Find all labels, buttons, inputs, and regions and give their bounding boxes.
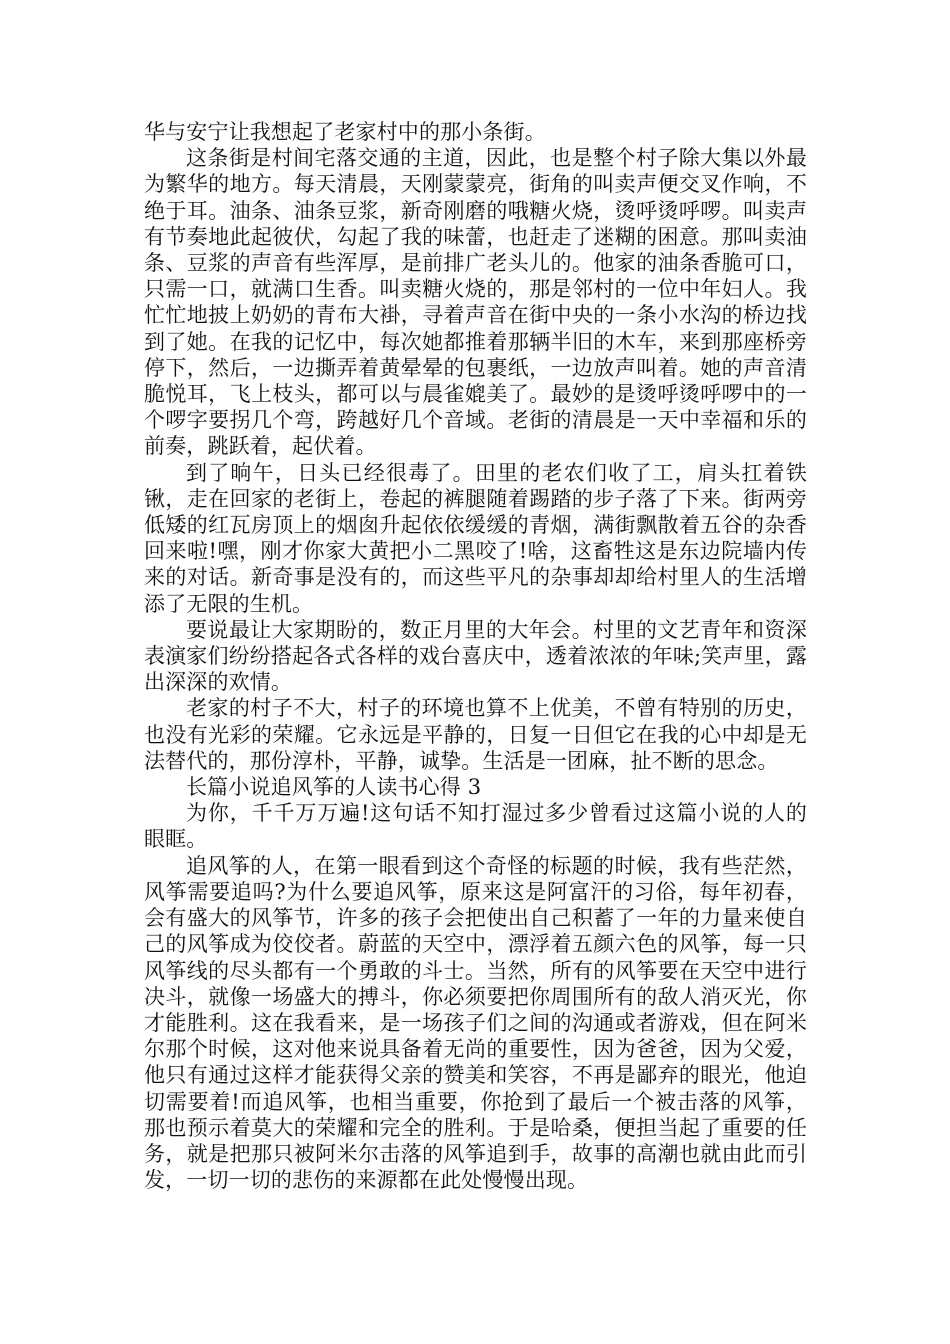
document-page <box>144 119 807 1193</box>
paragraph-new-year-fair: 要说最让大家期盼的，数正月里的大年会。村里的文艺青年和资深表演家们纷纷搭起各式各样的戏台喜庆中，透着浓浓的年味;笑声里，露出深深的欢情。 <box>144 617 807 695</box>
paragraph-hometown-closing: 老家的村子不大，村子的环境也算不上优美，不曾有特别的历史，也没有光彩的荣耀。它永远是平静的，日复一日但它在我的心中却是无法替代的，那份淳朴，平静，诚挚。生活是一团麻，扯不断的思念。 <box>144 696 807 773</box>
section-title: 长篇小说追风筝的人读书心得 3 <box>186 775 482 800</box>
paragraph-morning-street: 这条街是村间宅落交通的主道，因此，也是整个村子除大集以外最为繁华的地方。每天清晨，天刚蒙蒙亮，街角的叫卖声便交叉作响，不绝于耳。油条、油条豆浆，新奇刚磨的哦糖火烧，烫呼烫呼啰。叫卖声有节奏地此起彼伏，勾起了我的味蕾，也赶走了迷糊的困意。那叫卖油条、豆浆的声音有些浑厚，是前排广老头儿的。他家的油条香脆可口，只需一口，就满口生香。叫卖糖火烧的，那是邻村的一位中年妇人。我忙忙地披上奶奶的青布大褂，寻着声音在街中央的一条小水沟的桥边找到了她。在我的记忆中，每次她都推着那辆半旧的木车，来到那座桥旁停下，然后，一边撕弄着黄晕晕的包裹纸，一边放声叫着。她的声音清脆悦耳，飞上枝头，都可以与晨雀媲美了。最妙的是烫呼烫呼啰中的一个啰字要拐几个弯，跨越好几个音域。老街的清晨是一天中幸福和乐的前奏，跳跃着，起伏着。 <box>144 146 807 459</box>
paragraph-kite-runner: 追风筝的人，在第一眼看到这个奇怪的标题的时候，我有些茫然，风筝需要追吗?为什么要追风筝，原来这是阿富汗的习俗，每年初春，会有盛大的风筝节，许多的孩子会把使出自己积蓄了一年的力量来使自己的风筝成为佼佼者。蔚蓝的天空中，漂浮着五颜六色的风筝，每一只风筝线的尽头都有一个勇敢的斗士。当然，所有的风筝要在天空中进行决斗，就像一场盛大的搏斗，你必须要把你周围所有的敌人消灭光，你才能胜利。这在我看来，是一场孩子们之间的沟通或者游戏，但在阿米尔那个时候，这对他来说具备着无尚的重要性，因为爸爸，因为父爱，他只有通过这样才能获得父亲的赞美和笑容，不再是鄙弃的眼光，他迫切需要着!而追风筝，也相当重要，你抢到了最后一个被击落的风筝，那也预示着莫大的荣耀和完全的胜利。于是哈桑，便担当起了重要的任务，就是把那只被阿米尔击落的风筝追到手，故事的高潮也就由此而引发，一切一切的悲伤的来源都在此处慢慢出现。 <box>144 853 807 1193</box>
paragraph-noon: 到了晌午，日头已经很毒了。田里的老农们收了工，肩头扛着铁锹，走在回家的老街上，卷起的裤腿随着踢踏的步子落了下来。街两旁低矮的红瓦房顶上的烟囱升起依依缓缓的青烟，满街飘散着五谷的杂香回来啦!嘿，刚才你家大黄把小二黑咬了!啥，这畜牲这是东边院墙内传来的对话。新奇事是没有的，而这些平凡的杂事却却给村里人的生活增添了无限的生机。 <box>144 460 807 616</box>
paragraph-intro-fragment: 华与安宁让我想起了老家村中的那小条街。 <box>144 120 546 144</box>
paragraph-for-you: 为你，千千万万遍!这句话不知打湿过多少曾看过这篇小说的人的眼眶。 <box>144 801 807 852</box>
